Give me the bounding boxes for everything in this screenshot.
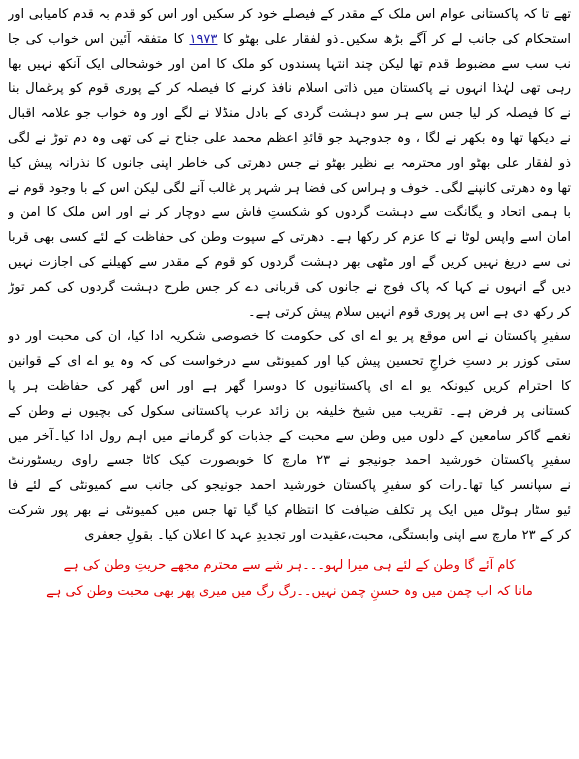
text-segment: کا متفقہ آئین اس خواب کی جا xyxy=(8,31,184,47)
text-line: کا احترام کریں کیونکہ یو اے ای پاکستانیوں کا دوسرا گھر ہے اور اس گھر کی حفاظت ہر پا xyxy=(8,378,571,394)
text-line xyxy=(8,28,571,53)
text-line: نے سپانسر کیا تھا۔رات کو سفیرِ پاکستان خورشید احمد جونیجو کی جانب سے کمیونٹی کے لئے فا xyxy=(8,478,571,494)
text-line: کر کے ۲۳ مارچ سے اپنی وابستگی، محبت،عقیدت اور تجدیدِ عہد کا اعلان کیا۔ بقولِ جعفری xyxy=(84,527,571,543)
text-line: دیں گے انہوں نے کہا کہ پاک فوج نے جانوں کی قربانی دے کر جس طرح دہشت گردوں کی کمر توڑ xyxy=(8,279,571,295)
text-segment: استحکام کی جانب لے کر آگے بڑھ سکیں۔ذو لفقار علی بھٹو کا xyxy=(223,31,571,47)
text-line: نی سے دریغ نہیں کریں گے اور مٹھی بھر دہشت گردوں کو قوم کے مقدر سے کھیلنے کی اجازت نہیں xyxy=(8,254,571,270)
text-line: ستی کوزر بر دستِ خراجِ تحسین پیش کیا اور کمیونٹی سے درخواست کی کہ وہ یو اے ای کے قوانین xyxy=(8,354,571,370)
poem-line-1: کام آئے گا وطن کے لئے ہی میرا لہو۔۔۔ہر شے سے محترم مجھے حریتِ وطن کی ہے xyxy=(63,557,516,573)
text-line: ئیو سٹار ہوٹل میں ایک پر تکلف ضیافت کا انتظام کیا گیا تھا جس میں کمیونٹی نے بھر پور شرکت xyxy=(8,502,571,518)
text-line: سفیرِ پاکستان نے اس موقع پر یو اے ای کی حکومت کا خصوصی شکریہ ادا کیا، ان کی محبت اور دو xyxy=(8,329,571,345)
poem-line-2: مانا کہ اب چمن میں وہ حسنِ چمن نہیں۔۔رگ رگ میں میری پھر بھی محبت وطن کی ہے xyxy=(46,583,533,599)
text-line: با ہمی اتحاد و یگانگت سے دہشت گردوں کو شکستِ فاش سے دوچار کر نے اور اس ملک کا امن و xyxy=(8,205,571,221)
text-line: کستانی پر فرض ہے۔ تقریب میں شیخ خلیفہ بن زائد عرب پاکستانی سکول کی بچیوں نے وطن کے xyxy=(8,403,571,419)
text-line: نب سب سے مضبوط قدم تھا لیکن چند انتہا پسندوں کو ملک کا امن اور خوشحالی ایک آنکھ نہیں بھا xyxy=(8,56,571,72)
paragraph-1 xyxy=(8,3,571,325)
text-line: ذو لفقار علی بھٹو اور محترمہ بے نظیر بھٹو نے جس دھرتی کی خاطر اپنی جانوں کا نذرانہ پیش کیا xyxy=(8,155,571,171)
text-line: سفیرِ پاکستان خورشید احمد جونیجو نے ۲۳ مارچ کا خوبصورت کیک کاٹا جسے راوی ریسٹورنٹ xyxy=(8,453,571,469)
text-line: نغمے گاکر سامعین کے دلوں میں وطن سے محبت کے جذبات کو گرمانے میں اہم رول ادا کیا۔آخر میں xyxy=(8,428,571,444)
constitution-year-link[interactable]: ۱۹۷۳ xyxy=(189,31,218,47)
text-line: رہی تھی لہٰذا انہوں نے پاکستان میں ذاتی اسلام نافذ کرنے کا فیصلہ کر کے پوری قوم کو پرغمال بنا xyxy=(8,81,571,97)
text-line: امان اسے واپس لوٹا نے کا عزم کر رکھا ہے۔ دھرتی کے سپوت وطن کی حفاظت کے لئے کسی بھی قربا xyxy=(8,230,571,246)
paragraph-2 xyxy=(8,325,571,548)
text-line: نے کا فیصلہ کر لیا جس سے ہر سو دہشت گردی کے بادل منڈلا نے لگے اور وہ خواب جو علامہ اقبال xyxy=(8,106,571,122)
text-line: کر رکھ دی ہے اس پر پوری قوم انہیں سلام پیش کرتی ہے۔ xyxy=(247,304,571,320)
poem-verse xyxy=(8,553,571,605)
text-line: نے دیکھا تھا وہ بکھر نے لگا ، وہ جدوجہد جو قائدِ اعظم محمد علی جناح نے کی تھی وہ دم توڑ نے لگی xyxy=(8,130,571,146)
text-line: تھا وہ دھرتی کانپنے لگی۔ خوف و ہراس کی فضا ہر شہر پر غالب آنے لگی لیکن اس کے با وجود قوم نے xyxy=(8,180,571,196)
text-line: تھے تا کہ پاکستانی عوام اس ملک کے مقدر کے فیصلے خود کر سکیں اور اس کو قدم بہ قدم کامیابی اور xyxy=(8,7,571,22)
